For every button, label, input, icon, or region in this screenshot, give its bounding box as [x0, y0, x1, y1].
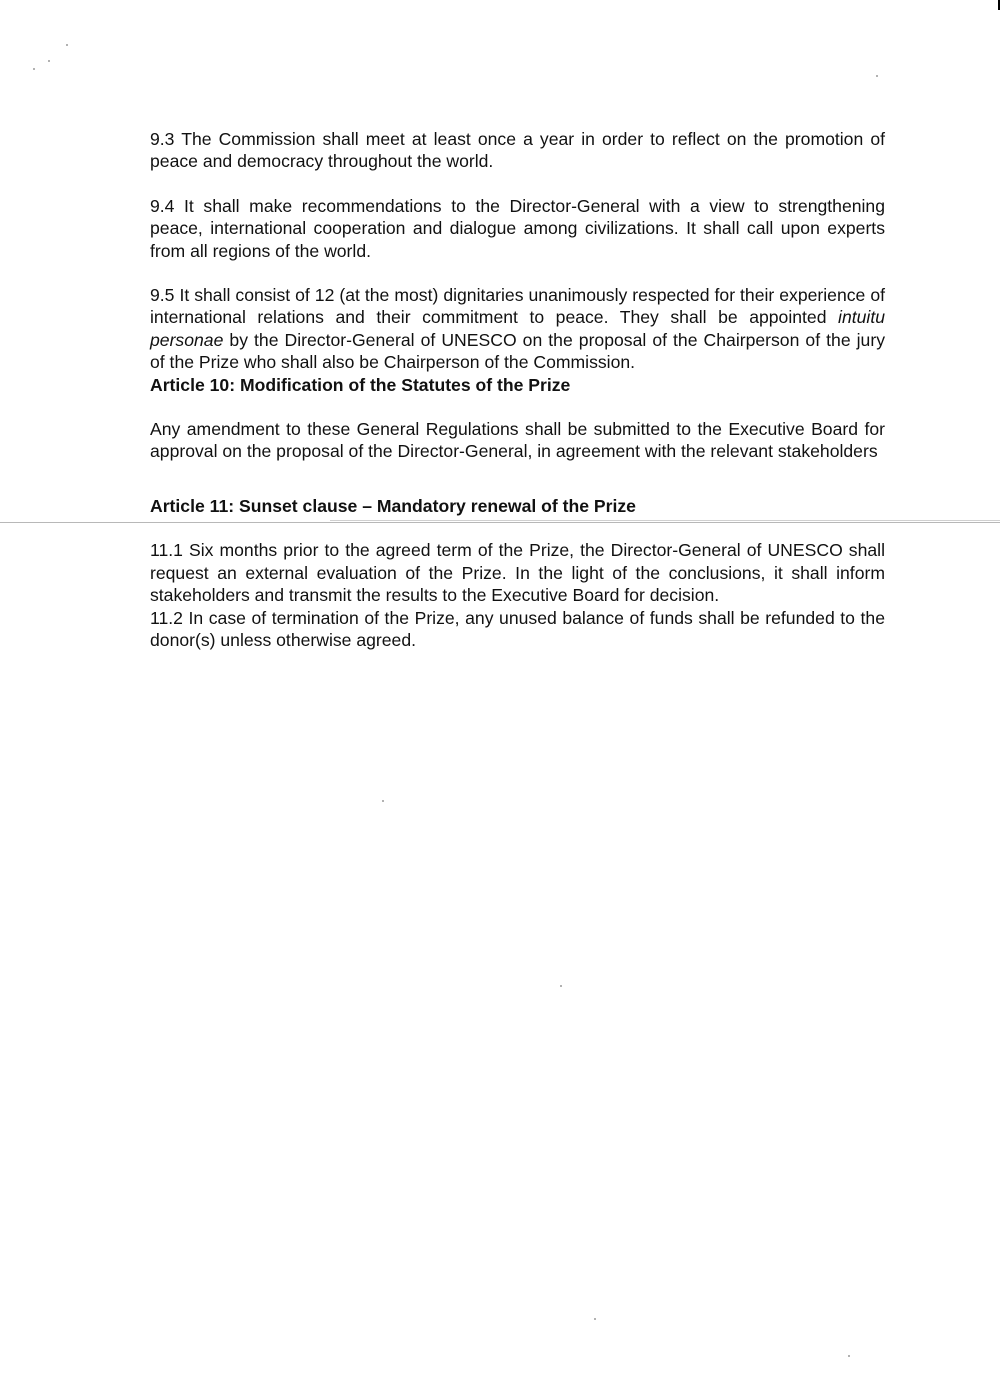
scan-speck [66, 44, 68, 46]
scan-speck [48, 60, 50, 62]
document-body [150, 128, 885, 651]
paragraph-9-5-italic: intuitu personae [150, 307, 885, 350]
paragraph-9-5-text-end: by the Director-General of UNESCO on the proposal of the Chairperson of the jury of the Prize who shall also be Chairperson of the Commission. [150, 329, 885, 373]
paragraph-9-3: 9.3 The Commission shall meet at least once a year in order to reflect on the promotion of peace and democracy throughout the world. [150, 129, 885, 172]
paragraph-9-5-text: 9.5 It shall consist of 12 (at the most) dignitaries unanimously respected for their experience of international relations and their commitment to peace. They shall be appointed [150, 285, 885, 328]
scan-speck [594, 1318, 596, 1320]
scan-speck [848, 1355, 850, 1357]
article-11-heading: Article 11: Sunset clause – Mandatory renewal of the Prize [150, 495, 636, 516]
article-10-heading: Article 10: Modification of the Statutes of the Prize [150, 374, 571, 395]
paragraph-11-1: 11.1 Six months prior to the agreed term of the Prize, the Director-General of UNESCO shall request an external evaluation of the Prize. In the light of the conclusions, it shall inform stakeholders and transmit the results to the Executive Board for decision. [150, 540, 885, 606]
scan-speck [560, 985, 562, 987]
paragraph-9-4: 9.4 It shall make recommendations to the Director-General with a view to strengthening peace, international cooperation and dialogue among civilizations. It shall call upon experts from all regions of the world. [150, 195, 885, 261]
scan-speck [33, 68, 35, 70]
paragraph-11-2: 11.2 In case of termination of the Prize, any unused balance of funds shall be refunded to the donor(s) unless otherwise agreed. [150, 607, 885, 650]
scan-speck [382, 800, 384, 802]
paragraph-9-5 [150, 284, 885, 374]
scan-speck [876, 75, 878, 77]
article-10-body: Any amendment to these General Regulations shall be submitted to the Executive Board for approval on the proposal of the Director-General, in agreement with the relevant stakeholders [150, 419, 885, 462]
